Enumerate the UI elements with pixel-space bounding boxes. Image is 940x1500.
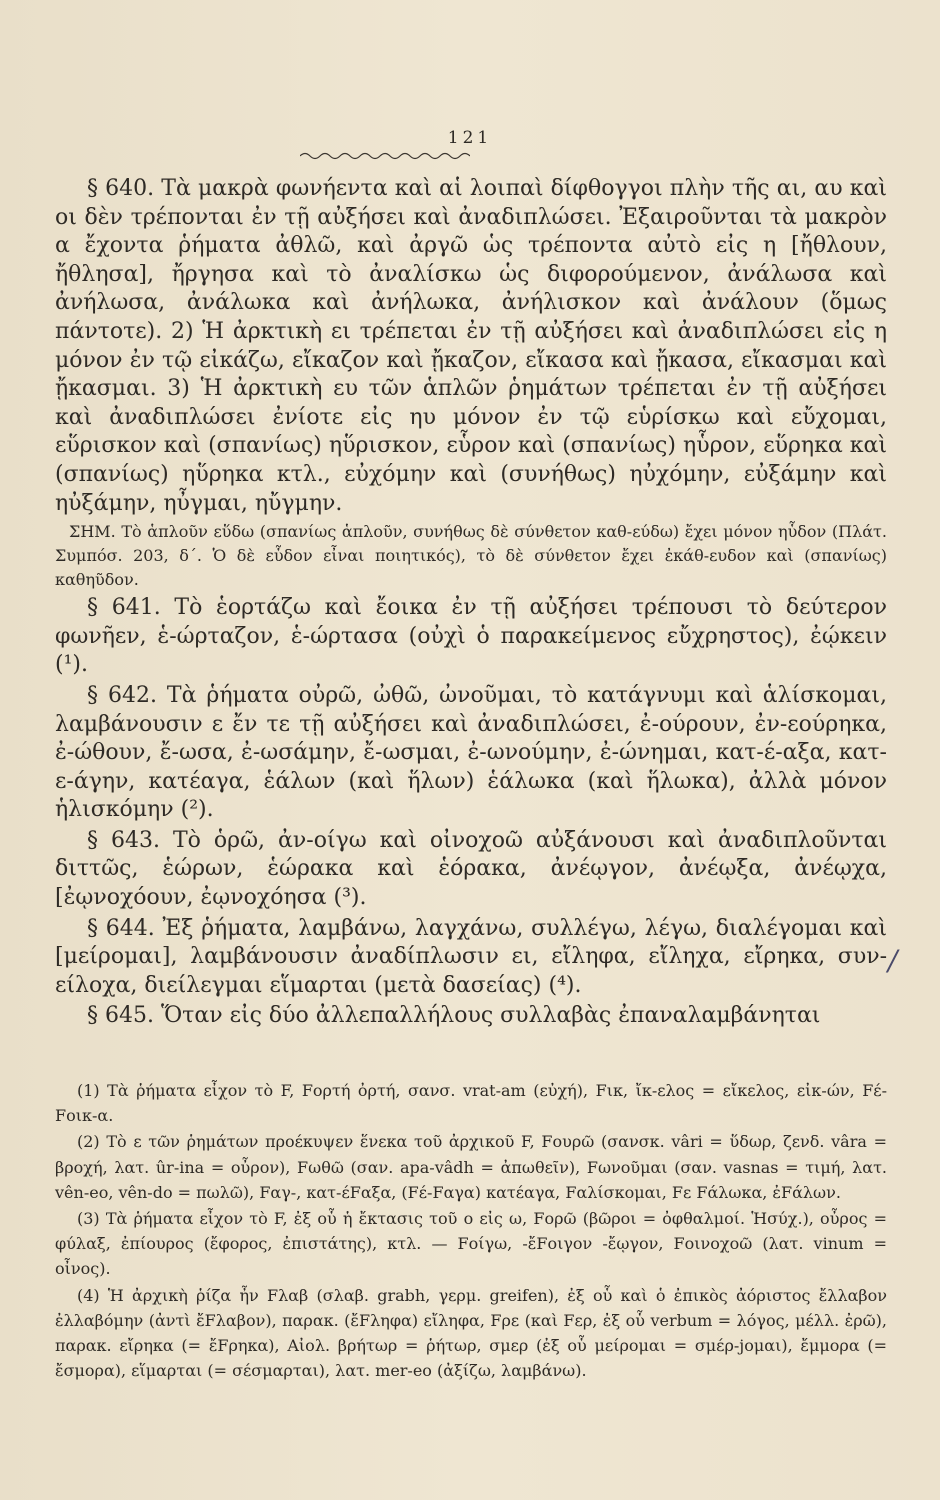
paragraph-645: § 645. Ὅταν εἰς δύο ἀλλεπαλλήλους συλλαβὰς ἐπαναλαμβάνηται	[87, 1003, 821, 1029]
note-sim: ΣΗΜ. Τὸ ἁπλοῦν εὕδω (σπανίως ἁπλοῦν, συνήθως δὲ σύνθετον καθ-εύδω) ἔχει μόνον ηὗδον (Πλάτ. Συμπόσ. 203, δ΄. Ὁ δὲ εὗδον εἶναι ποιητικός), τὸ δὲ σύνθετον ἔχει ἐκάθ-ευδον καὶ (σπανίως) καθηῦδον.	[55, 522, 887, 590]
paragraph-643: § 643. Τὸ ὁρῶ, ἀν-οίγω καὶ οἰνοχοῶ αὐξάνουσι καὶ ἀναδιπλοῦνται διττῶς, ἑώρων, ἑώρακα καὶ ἑόρακα, ἀνέῳγον, ἀνέῳξα, ἀνέῳχα, [ἐῳνοχόουν, ἐῳνοχόησα (³).	[55, 827, 887, 911]
wavy-rule-ornament	[300, 150, 470, 162]
paragraph-640: § 640. Τὰ μακρὰ φωνήεντα καὶ αἱ λοιπαὶ δίφθογγοι πλὴν τῆς αι, αυ καὶ οι δὲν τρέπονται ἐν τῇ αὐξήσει καὶ ἀναδιπλώσει. Ἐξαιροῦνται τὰ μακρὸν α ἔχοντα ῥήματα ἀθλῶ, καὶ ἀργῶ ὡς τρέποντα αὐτὸ εἰς η [ἤθλουν, ἤθλησα], ἤργησα καὶ τὸ ἀναλίσκω ὡς διφορούμενον, ἀνάλωσα καὶ ἀνήλωσα, ἀνάλωκα καὶ ἀνήλωκα, ἀνήλισκον καὶ ἀνάλουν (ὅμως πάντοτε). 2) Ἡ ἀρκτικὴ ει τρέπεται ἐν τῇ αὐξήσει καὶ ἀναδιπλώσει εἰς η μόνον ἐν τῷ εἰκάζω, εἴκαζον καὶ ᾔκαζον, εἴκασα καὶ ᾔκασα, εἴκασμαι καὶ ᾔκασμαι. 3) Ἡ ἀρκτικὴ ευ τῶν ἁπλῶν ῥημάτων τρέπεται ἐν τῇ αὐξήσει καὶ ἀναδιπλώσει ἐνίοτε εἰς ηυ μόνον ἐν τῷ εὑρίσκω καὶ εὔχομαι, εὕρισκον καὶ (σπανίως) ηὕρισκον, εὗρον καὶ (σπανίως) ηὗρον, εὕρηκα καὶ (σπανίως) ηὕρηκα κτλ., εὐχόμην καὶ (συνήθως) ηὐχόμην, εὐξάμην καὶ ηὐξάμην, ηὖγμαι, ηὔγμην.	[55, 176, 887, 516]
paragraph-644: § 644. Ἐξ ῥήματα, λαμβάνω, λαγχάνω, συλλέγω, λέγω, διαλέγομαι καὶ [μείρομαι], λαμβάνουσιν ἀναδίπλωσιν ει, εἴληφα, εἴληχα, εἴρηκα, συν-είλοχα, διείλεγμαι εἵμαρται (μετὰ δασείας) (⁴).	[55, 915, 887, 998]
footnote-3: (3) Τὰ ῥήματα εἶχον τὸ F, ἐξ οὗ ἡ ἔκτασις τοῦ ο εἰς ω, Fορῶ (βῶροι = ὀφθαλμοί. Ἡσύχ.), οὖρος = φύλαξ, ἐπίουρος (ἔφορος, ἐπιστάτης), κτλ. — Fοίγω, -ἔFοιγον -ἔῳγον, Fοινοχοῶ (λατ. vinum = οἶνος).	[55, 1209, 887, 1279]
footnote-2: (2) Τὸ ε τῶν ῥημάτων προέκυψεν ἕνεκα τοῦ ἀρχικοῦ F, Fουρῶ (σανσκ. vâri = ὕδωρ, ζενδ. vâra = βροχή, λατ. ûr-ina = οὖρον), Fωθῶ (σαν. apa-vâdh = ἀπωθεῖν), Fωνοῦμαι (σαν. vasnas = τιμή, λατ. vên-eo, vên-do = πωλῶ), Fαγ-, κατ-έFαξα, (Fέ-Fαγα) κατέαγα, Fαλίσκομαι, Fε Fάλωκα, ἐFάλων.	[55, 1132, 887, 1202]
footnotes	[55, 1078, 887, 1384]
page-number: 121	[447, 128, 493, 148]
handwritten-margin-mark: /	[888, 944, 898, 977]
paragraph-642: § 642. Τὰ ῥήματα οὐρῶ, ὠθῶ, ὠνοῦμαι, τὸ κατάγνυμι καὶ ἁλίσκομαι, λαμβάνουσιν ε ἔν τε τῇ αὐξήσει καὶ ἀναδιπλώσει, ἐ-ούρουν, ἐν-εούρηκα, ἐ-ώθουν, ἔ-ωσα, ἐ-ωσάμην, ἔ-ωσμαι, ἐ-ωνούμην, ἐ-ώνημαι, κατ-έ-αξα, κατ-ε-άγην, κατέαγα, ἑάλων (καὶ ἥλων) ἑάλωκα (καὶ ἥλωκα), ἀλλὰ μόνον ἡλισκόμην (²).	[55, 682, 887, 823]
paragraph-641: § 641. Τὸ ἑορτάζω καὶ ἔοικα ἐν τῇ αὐξήσει τρέπουσι τὸ δεύτερον φωνῆεν, ἑ-ώρταζον, ἑ-ώρτασα (οὐχὶ ὁ παρακείμενος εὔχρηστος), ἐῴκειν (¹).	[55, 595, 887, 678]
footnote-1: (1) Τὰ ῥήματα εἶχον τὸ F, Fορτή ὀρτή, σανσ. vrat-am (εὐχή), Fικ, ἴκ-ελος = εἴκελος, εἰκ-ών, Fέ-Fοικ-α.	[55, 1081, 887, 1126]
main-text	[55, 175, 887, 1033]
footnote-4: (4) Ἡ ἀρχικὴ ῥίζα ἦν Fλαβ (σλαβ. grabh, γερμ. greifen), ἐξ οὗ καὶ ὁ ἐπικὸς ἀόριστος ἔλλαβον ἐλλαβόμην (ἀντὶ ἔFλαβον), παρακ. (ἔFληφα) εἴληφα, Fρε (καὶ Fερ, ἐξ οὗ verbum = λόγος, μέλλ. ἐρῶ), παρακ. εἴρηκα (= ἔFρηκα), Αἰολ. βρήτωρ = ῥήτωρ, σμερ (ἐξ οὗ μείρομαι = σμέρ-jομαι), ἔμμορα (= ἔσμορα), εἵμαρται (= σέσμαρται), λατ. mer-eo (ἀξίζω, λαμβάνω).	[55, 1285, 887, 1381]
